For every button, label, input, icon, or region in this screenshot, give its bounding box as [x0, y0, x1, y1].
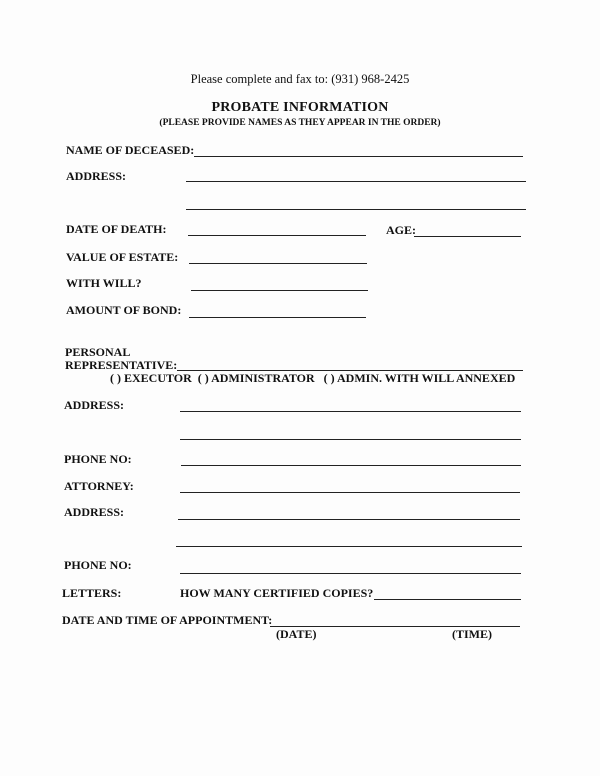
with-will-label: WITH WILL?	[66, 276, 142, 290]
attorney-field[interactable]	[180, 492, 520, 493]
fax-instruction: Please complete and fax to: (931) 968-2425	[190, 72, 410, 86]
representative-phone-field[interactable]	[181, 465, 521, 466]
name-of-deceased-label: NAME OF DECEASED:	[66, 143, 195, 157]
attorney-label: ATTORNEY:	[64, 479, 134, 493]
representative-address-label: ADDRESS:	[64, 398, 125, 412]
form-title: PROBATE INFORMATION	[211, 100, 389, 115]
date-of-death-field[interactable]	[188, 235, 366, 236]
attorney-address-label: ADDRESS:	[64, 505, 125, 519]
representative-phone-label: PHONE NO:	[64, 452, 132, 466]
age-label: AGE:	[386, 223, 416, 237]
attorney-address-line-1[interactable]	[178, 519, 520, 520]
date-of-death-label: DATE OF DEATH:	[66, 222, 167, 236]
personal-label: PERSONAL	[65, 345, 131, 359]
representative-label: REPRESENTATIVE:	[65, 358, 178, 372]
age-field[interactable]	[414, 236, 521, 237]
with-will-field[interactable]	[191, 290, 368, 291]
representative-address-line-1[interactable]	[180, 411, 521, 412]
attorney-phone-field[interactable]	[180, 573, 521, 574]
time-caption: (TIME)	[452, 627, 492, 641]
form-subtitle: (PLEASE PROVIDE NAMES AS THEY APPEAR IN THE ORDER)	[159, 118, 441, 128]
appointment-label: DATE AND TIME OF APPOINTMENT:	[62, 613, 273, 627]
representative-address-line-2[interactable]	[180, 439, 521, 440]
amount-of-bond-label: AMOUNT OF BOND:	[66, 303, 182, 317]
attorney-phone-label: PHONE NO:	[64, 558, 132, 572]
deceased-address-line-2[interactable]	[186, 209, 526, 210]
certified-copies-field[interactable]	[374, 599, 521, 600]
attorney-address-line-2[interactable]	[176, 546, 522, 547]
deceased-address-label: ADDRESS:	[66, 169, 127, 183]
deceased-address-line-1[interactable]	[186, 181, 526, 182]
amount-of-bond-field[interactable]	[189, 317, 366, 318]
letters-label: LETTERS:	[62, 586, 122, 600]
date-caption: (DATE)	[276, 627, 317, 641]
name-of-deceased-field[interactable]	[194, 156, 523, 157]
value-of-estate-field[interactable]	[189, 263, 367, 264]
representative-type-options[interactable]: ( ) EXECUTOR ( ) ADMINISTRATOR ( ) ADMIN. WITH WILL ANNEXED	[110, 371, 516, 385]
value-of-estate-label: VALUE OF ESTATE:	[66, 250, 179, 264]
certified-copies-label: HOW MANY CERTIFIED COPIES?	[180, 586, 374, 600]
